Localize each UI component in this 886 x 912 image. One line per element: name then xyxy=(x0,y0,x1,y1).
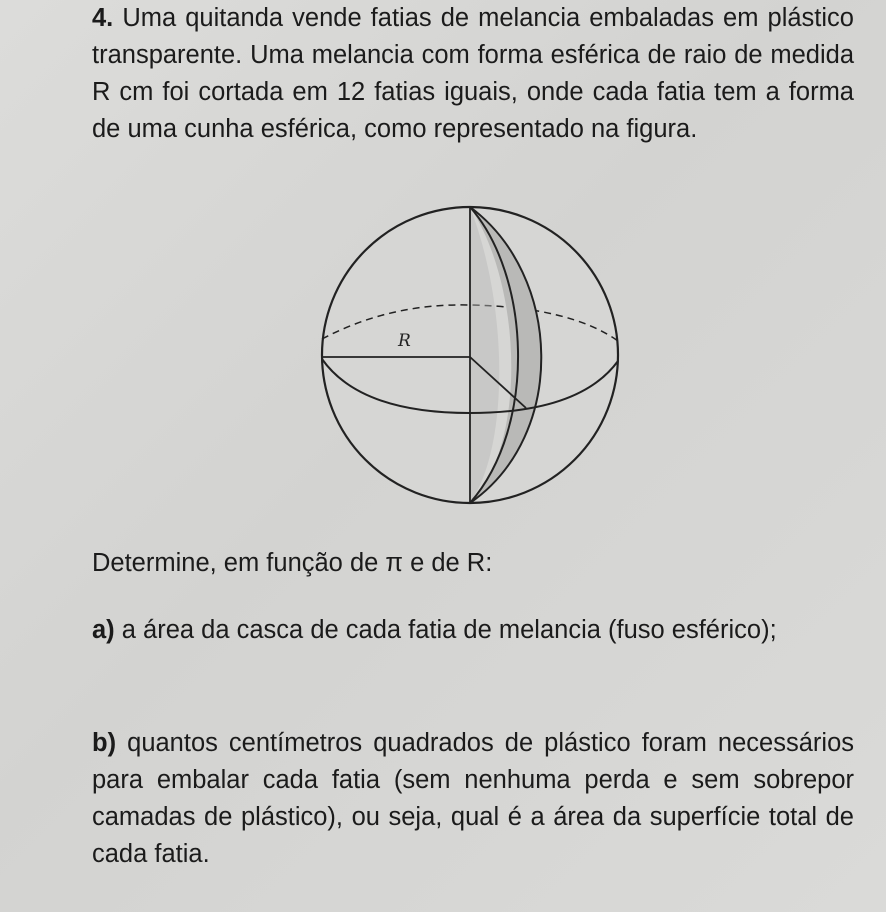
item-b-label: b) xyxy=(92,729,117,757)
item-b xyxy=(92,725,854,873)
question-prompt: Determine, em função de π e de R: xyxy=(92,549,493,577)
problem-number: 4. xyxy=(92,4,114,32)
problem-statement-text: Uma quitanda vende fatias de melancia embaladas em plástico transparente. Uma melancia com forma esférica de raio de medida R cm foi cortada em 12 fatias iguais, onde cada fatia tem a forma de uma cunha esférica, como representado na figura. xyxy=(92,4,854,143)
item-a-text: a área da casca de cada fatia de melancia (fuso esférico); xyxy=(121,616,777,644)
item-a-label: a) xyxy=(92,616,115,644)
item-b-text: quantos centímetros quadrados de plástico foram necessários para embalar cada fatia (sem nenhuma perda e sem sobrepor camadas de plástico), ou seja, qual é a área da superfície total de cada fatia. xyxy=(92,729,854,868)
item-a xyxy=(92,612,854,649)
problem-statement xyxy=(92,0,854,148)
sphere-wedge-diagram xyxy=(300,195,640,525)
sphere-wedge-figure xyxy=(300,195,640,525)
radius-label: R xyxy=(398,331,411,351)
